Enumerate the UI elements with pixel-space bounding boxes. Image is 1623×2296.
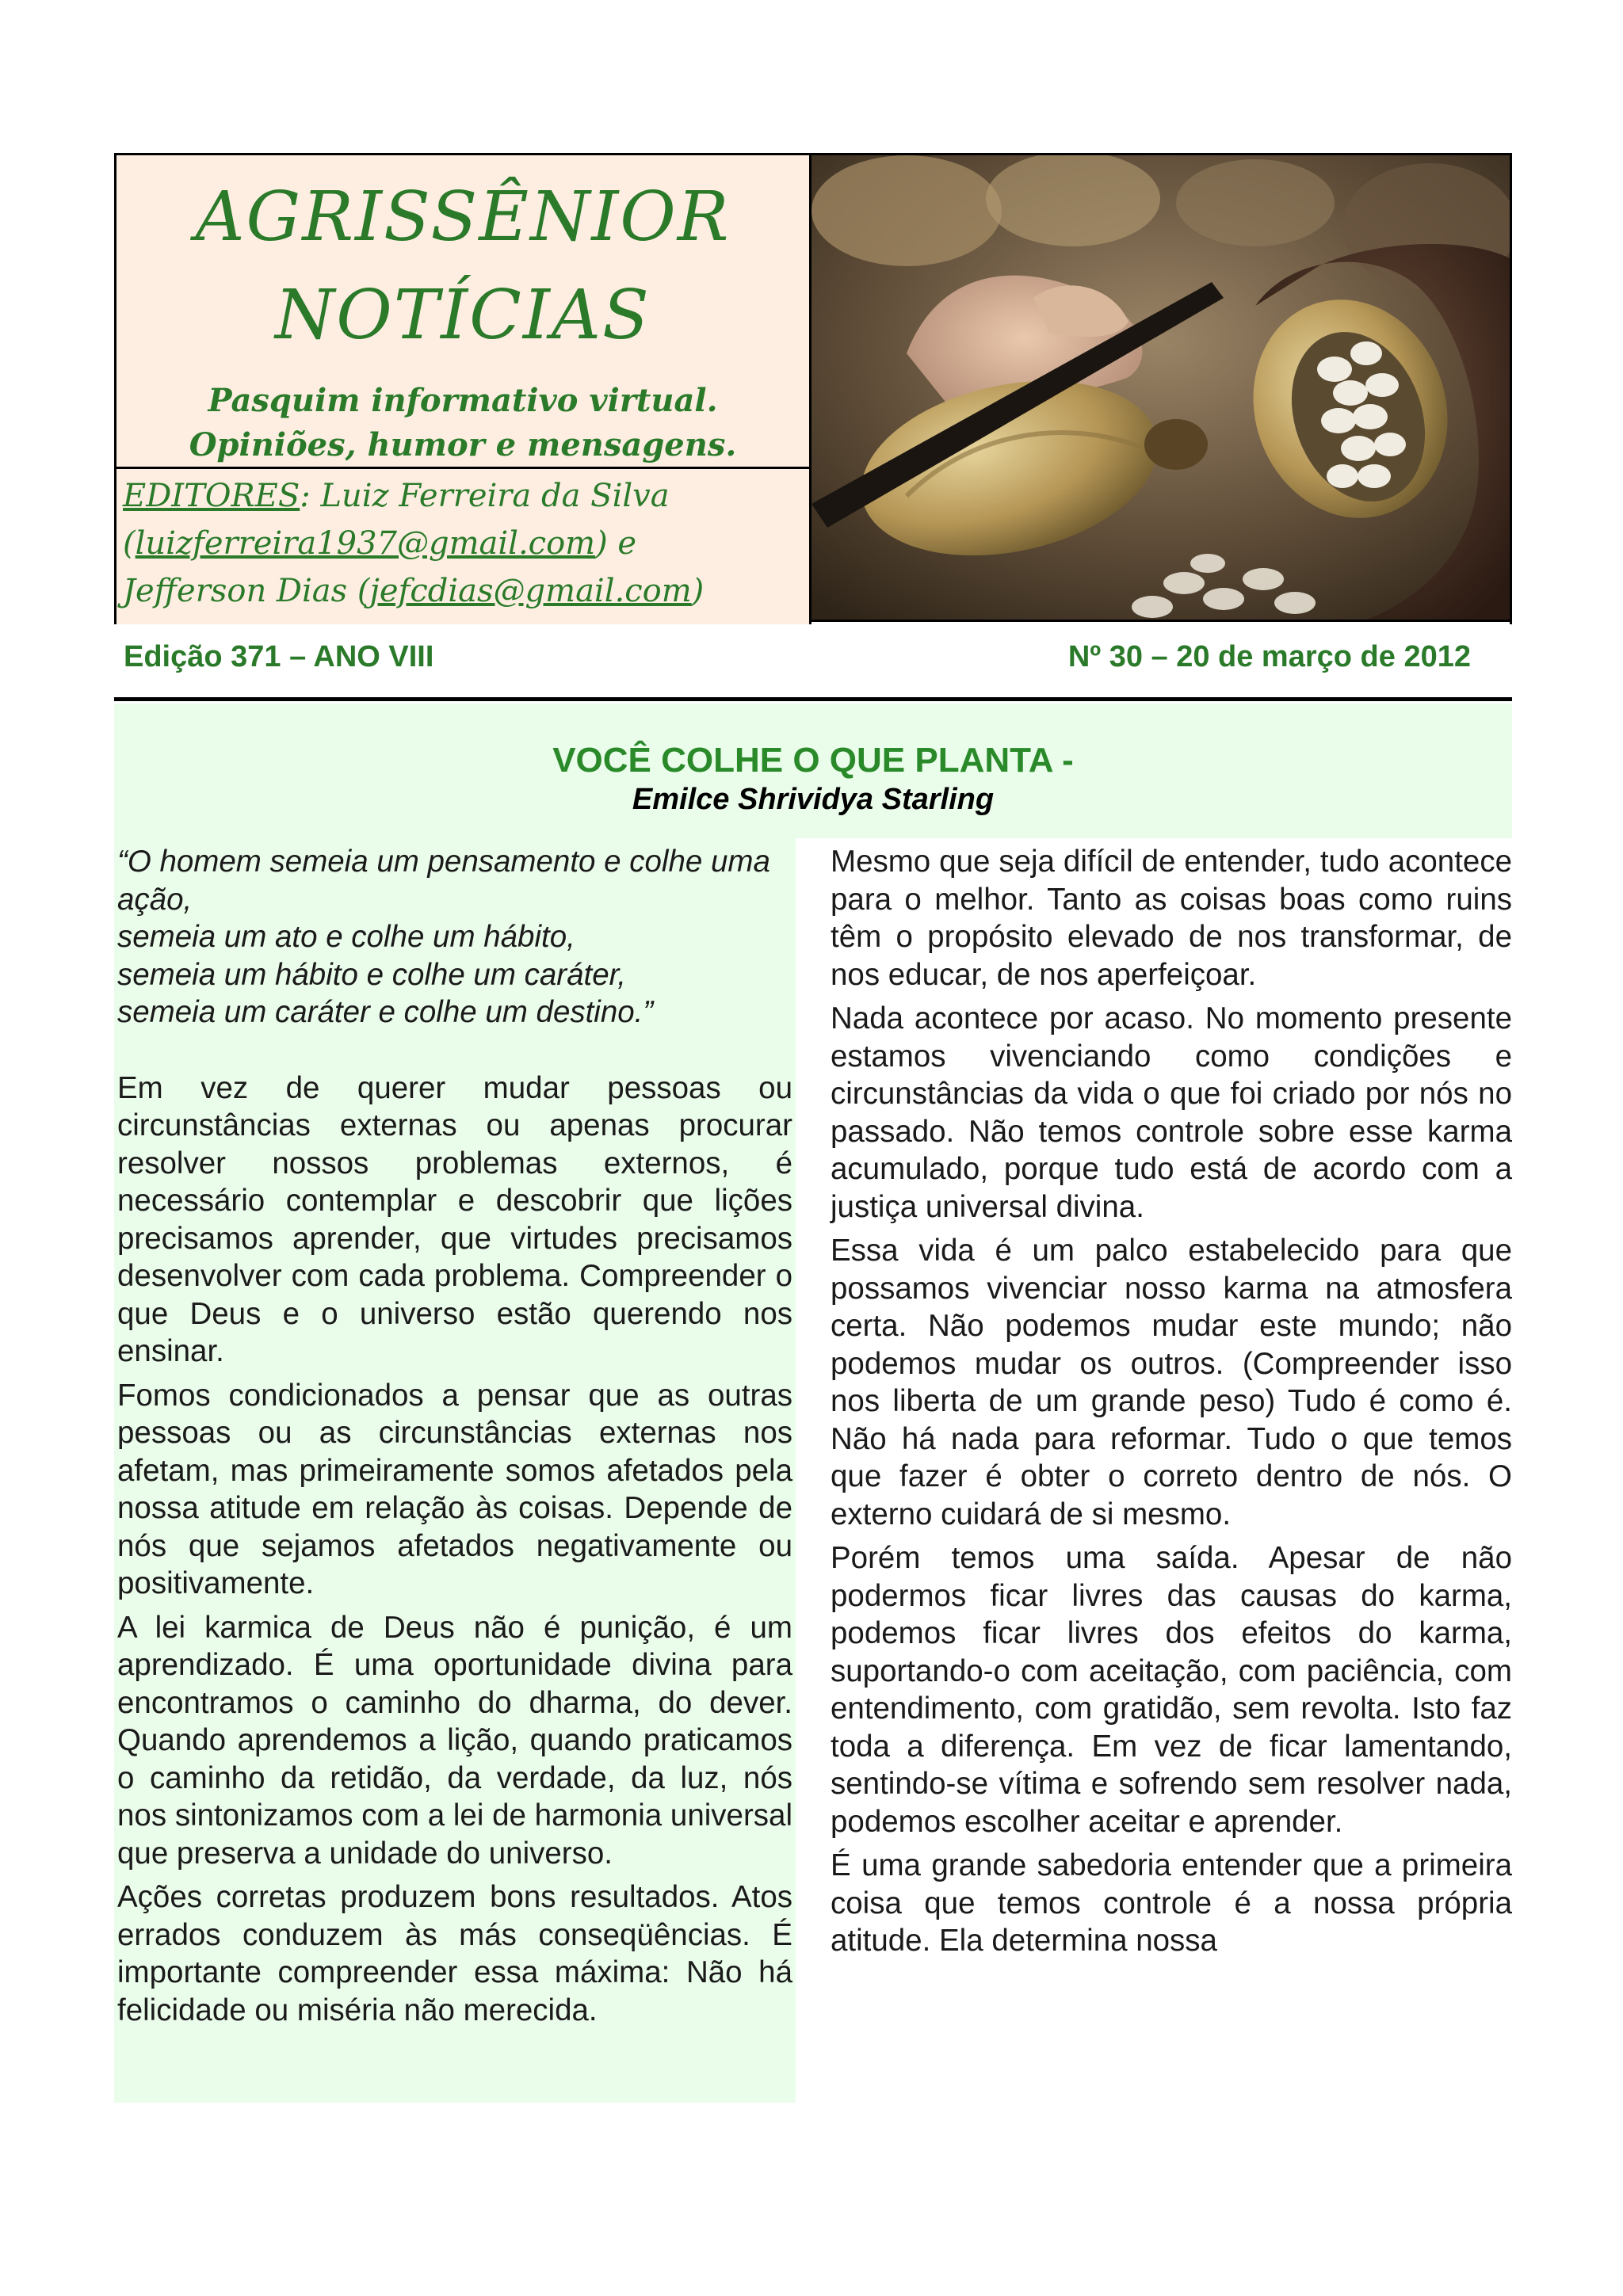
paragraph: É uma grande sabedoria entender que a primeira coisa que temos controle é a nossa própria atitude. Ela determina nossa <box>831 1848 1512 1958</box>
editor-1-name: : Luiz Ferreira da Silva <box>300 478 670 514</box>
quote-line: semeia um ato e colhe um hábito, <box>117 920 575 954</box>
paren-close: ) <box>691 573 705 609</box>
paragraph: Mesmo que seja difícil de entender, tudo acontece para o melhor. Tanto as coisas boas como ruins têm o propósito elevado de nos transformar, de nos educar, de nos aperfeiçoar. <box>831 845 1512 992</box>
article-column-right <box>831 838 1512 1966</box>
title-box <box>114 155 812 624</box>
paragraph: Porém temos uma saída. Apesar de não podermos ficar livres das causas do karma, podemos ficar livres dos efeitos do karma, suportando-o com aceitação, com paciência, com entendimento, com gratidão, sem revolta. Isto faz toda a diferença. Em vez de ficar lamentando, sentindo-se vítima e sofrendo sem resolver nada, podemos escolher aceitar e aprender. <box>831 1541 1512 1839</box>
editor-2-email-link[interactable]: jefcdias@gmail.com <box>369 573 692 609</box>
tagline-2: Opiniões, humor e mensagens. <box>189 426 737 463</box>
paragraph: Fomos condicionados a pensar que as outras pessoas ou as circunstâncias externas nos afetam, mas primeiramente somos afetados pela nossa atitude em relação às coisas. Depende de nós que sejamos afetados negativamente ou positivamente. <box>117 1378 792 1600</box>
paragraph: Ações corretas produzem bons resultados. Atos errados conduzem às más conseqüências. É importante compreender essa máxima: Não há felicidade ou miséria não merecida. <box>117 1880 792 2027</box>
paragraph: A lei karmica de Deus não é punição, é um aprendizado. É uma oportunidade divina para encontramos o caminho do dharma, do dever. Quando aprendemos a lição, quando praticamos o caminho da retidão, da verdade, da luz, nós nos sintonizamos com a lei de harmonia universal que preserva a unidade do universo. <box>117 1610 792 1871</box>
article-title: VOCÊ COLHE O QUE PLANTA - <box>552 741 1074 780</box>
tagline-1: Pasquim informativo virtual. <box>208 382 718 419</box>
article-author: Emilce Shrividya Starling <box>632 783 995 816</box>
paren-open: ( <box>123 525 136 562</box>
editors-conjunction: ) e <box>595 525 637 562</box>
newsletter-title-line-1: AGRISSÊNIOR <box>195 177 731 257</box>
newsletter-title-block <box>116 155 809 469</box>
quote-line: semeia um hábito e colhe um caráter, <box>117 957 626 992</box>
quote-line: semeia um caráter e colhe um destino.” <box>117 995 654 1029</box>
newsletter-title-line-2: NOTÍCIAS <box>275 276 651 355</box>
editors-block <box>123 472 803 615</box>
opening-quote <box>117 843 792 1032</box>
paragraph: Essa vida é um palco estabelecido para que possamos vivenciar nosso karma na atmosfera certa. Não podemos mudar este mundo; não podemos mudar os outros. (Compreender isso nos liberta de um grande peso) Tudo é como é. Não há nada para reformar. Tudo o que temos que fazer é obter o correto dentro de nós. O externo cuidará de si mesmo. <box>831 1234 1512 1531</box>
issue-date: Nº 30 – 20 de março de 2012 <box>1067 640 1471 673</box>
divider-rule <box>114 697 1512 701</box>
editors-label: EDITORES <box>123 478 300 514</box>
edition-number: Edição 371 – ANO VIII <box>124 640 434 673</box>
paragraph: Nada acontece por acaso. No momento presente estamos vivenciando como condições e circunstâncias da vida o que foi criado por nós no passado. Não temos controle sobre esse karma acumulado, porque tudo está de acordo com a justiça universal divina. <box>831 1001 1512 1224</box>
editor-1-email-link[interactable]: luizferreira1937@gmail.com <box>135 525 596 562</box>
cocoa-pod-photo <box>812 155 1512 624</box>
masthead <box>114 153 1512 622</box>
article-column-left <box>114 838 796 2103</box>
paragraph: Em vez de querer mudar pessoas ou circunstâncias externas ou apenas procurar resolver nossos problemas externos, é necessário contemplar e descobrir que lições precisamos aprender, que virtudes precisamos desenvolver com cada problema. Compreender o que Deus e o universo estão querendo nos ensinar. <box>117 1070 792 1368</box>
article-heading <box>114 704 1512 838</box>
editor-2-name: Jefferson Dias ( <box>123 573 370 609</box>
quote-line: “O homem semeia um pensamento e colhe uma ação, <box>117 845 770 917</box>
